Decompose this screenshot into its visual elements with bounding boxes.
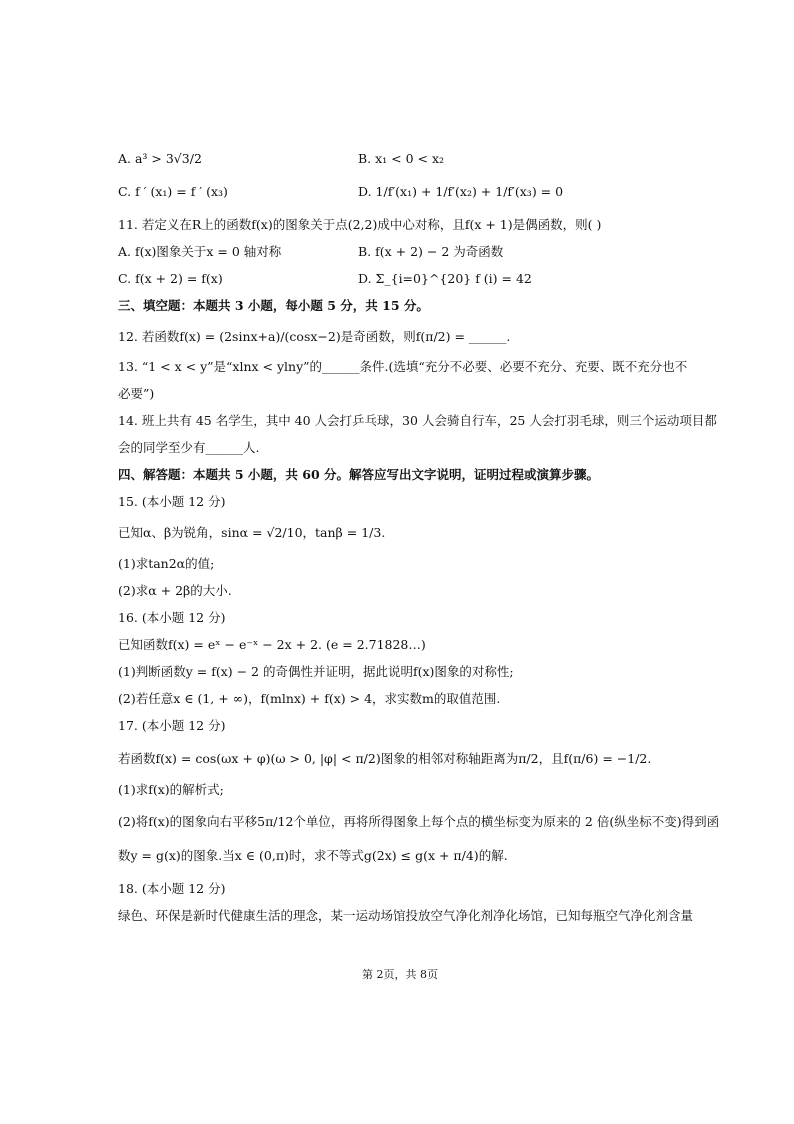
line-11c: C. f(x + 2) = f(x) [118,271,223,286]
question-16-title: 16. (本小题 12 分) [118,610,226,625]
line-10d: D. 1/f′(x₁) + 1/f′(x₂) + 1/f′(x₃) = 0 [358,184,564,199]
question-17: 若函数f(x) = cos(ωx + φ)(ω > 0, |φ| < π/2)图象的相邻对称轴距离为π/2，且f(π/6) = −1/2. [118,751,652,766]
question-18: 绿色、环保是新时代健康生活的理念，某一运动场馆投放空气净化剂净化场馆，已知每瓶空气净化剂含量 [118,908,694,923]
question-15: 已知α、β为锐角，sinα = √2/10，tanβ = 1/3. [118,525,386,540]
question-16: 已知函数f(x) = eˣ − e⁻ˣ − 2x + 2. (e = 2.71828…) [118,637,426,652]
page-footer: 第 2页，共 8页 [362,968,438,981]
question-17-part2-cont: 数y = g(x)的图象.当x ∈ (0,π)时，求不等式g(2x) ≤ g(x + π/4)的解. [118,848,508,863]
question-14: 14. 班上共有 45 名学生，其中 40 人会打乒乓球，30 人会骑自行车，25 人会打羽毛球，则三个运动项目都 [118,413,717,428]
line-11d: D. Σ_{i=0}^{20} f (i) = 42 [358,271,532,286]
question-16-part2: (2)若任意x ∈ (1, + ∞)，f(mlnx) + f(x) > 4，求实数m的取值范围. [118,691,501,706]
section-answers: 四、解答题：本题共 5 小题，共 60 分。解答应写出文字说明，证明过程或演算步骤。 [118,467,600,482]
line-11b: B. f(x + 2) − 2 为奇函数 [358,244,504,259]
question-15-title: 15. (本小题 12 分) [118,494,226,509]
question-13-cont: 必要”) [118,386,155,401]
question-11: 11. 若定义在R上的函数f(x)的图象关于点(2,2)成中心对称，且f(x + 1)是偶函数，则( ) [118,217,602,232]
question-16-part1: (1)判断函数y = f(x) − 2 的奇偶性并证明，据此说明f(x)图象的对称性; [118,664,514,679]
question-17-part2: (2)将f(x)的图象向右平移5π/12个单位，再将所得图象上每个点的横坐标变为原来的 2 倍(纵坐标不变)得到函 [118,814,720,829]
question-15-part2: (2)求α + 2β的大小. [118,583,232,598]
question-17-title: 17. (本小题 12 分) [118,718,226,733]
question-17-part1: (1)求f(x)的解析式; [118,782,224,797]
line-11a: A. f(x)图象关于x = 0 轴对称 [118,244,282,259]
question-14-cont: 会的同学至少有______人. [118,440,260,455]
line-10b: B. x₁ < 0 < x₂ [358,151,445,166]
question-15-part1: (1)求tan2α的值; [118,556,215,571]
line-10c: C. f ′ (x₁) = f ′ (x₃) [118,184,228,199]
question-18-title: 18. (本小题 12 分) [118,881,226,896]
section-fill-blank: 三、填空题：本题共 3 小题，每小题 5 分，共 15 分。 [118,298,429,313]
question-12: 12. 若函数f(x) = (2sinx+a)/(cosx−2)是奇函数，则f(π/2) = ______. [118,329,511,344]
line-10a: A. a³ > 3√3/2 [118,151,202,166]
question-13: 13. “1 < x < y”是“xlnx < ylny”的______条件.(选填“充分不必要、必要不充分、充要、既不充分也不 [118,359,688,374]
